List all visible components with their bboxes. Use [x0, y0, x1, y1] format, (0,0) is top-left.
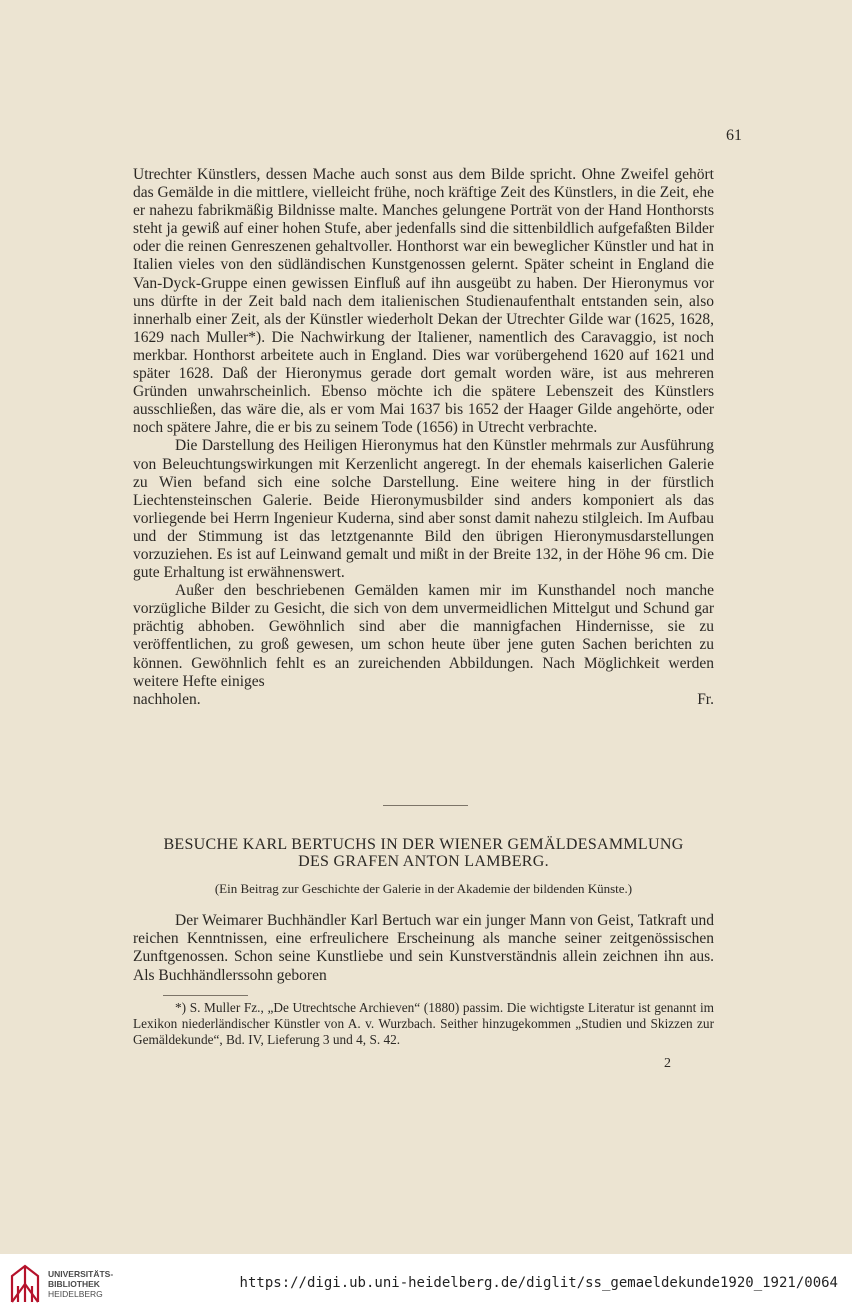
heading-line-2: DES GRAFEN ANTON LAMBERG.: [298, 853, 549, 870]
article-body: [133, 166, 714, 709]
heading-line-1: BESUCHE KARL BERTUCHS IN DER WIENER GEMÄLDESAMMLUNG: [163, 836, 684, 853]
closing-line: [133, 691, 714, 709]
section-divider: [383, 805, 468, 806]
footnote-divider: [163, 995, 248, 996]
section-body: [133, 912, 714, 985]
footnote: *) S. Muller Fz., „De Utrechtsche Archieven“ (1880) passim. Die wichtigste Literatur ist genannt im Lexikon niederländischer Künstler von A. v. Wurzbach. Seither hinzugekommen „Studien und Skizzen zur Gemäldekunde“, Bd. IV, Lieferung 3 und 4, S. 42.: [133, 1000, 714, 1047]
paragraph-1: Utrechter Künstlers, dessen Mache auch sonst aus dem Bilde spricht. Ohne Zweifel gehört das Gemälde in die mittlere, vielleicht frühe, noch kräftige Zeit des Künstlers, in die Zeit, ehe er nahezu fabrikmäßig Bildnisse malte. Manches gelungene Porträt von der Hand Honthorsts steht ja gewiß auf einer hohen Stufe, aber jedenfalls sind die sittenbildlich aufgefaßten Bilder oder die reinen Genreszenen gehaltvoller. Honthorst war ein beweglicher Künstler und hat in Italien vieles von den südländischen Kunstgenossen gelernt. Später scheint in England die Van-Dyck-Gruppe einen gewissen Einfluß auf ihn ausgeübt zu haben. Der Hieronymus vor uns dürfte in der Zeit bald nach dem italienischen Studienaufenthalt entstanden sein, also innerhalb einer Zeit, als der Künstler wiederholt Dekan der Utrechter Gilde war (1625, 1628, 1629 nach Muller*). Die Nachwirkung der Italiener, namentlich des Caravaggio, ist noch merkbar. Honthorst arbeitete auch in England. Dies war vorübergehend 1620 auf 1621 und später 1628. Daß der Hieronymus gerade dort gemalt worden wäre, ist aus mehreren Gründen unwahrscheinlich. Ebenso möchte ich die spätere Lebenszeit des Künstlers ausschließen, das wäre die, als er vom Mai 1637 bis 1652 der Haager Gilde angehörte, oder noch spätere Jahre, die er bis zu seinem Tode (1656) in Utrecht verbrachte.: [133, 166, 714, 437]
closing-text: nachholen.: [133, 690, 201, 708]
paragraph-2: Die Darstellung des Heiligen Hieronymus hat den Künstler mehrmals zur Ausführung von Beleuchtungswirkungen mit Kerzenlicht angeregt. In der ehemals kaiserlichen Galerie zu Wien befand sich eine solche Darstellung. Eine weitere hing in der fürstlich Liechtensteinschen Galerie. Beide Hieronymusbilder sind anders komponiert als das vorliegende bei Herrn Ingenieur Kuderna, sind aber sonst damit nahezu stilgleich. Im Aufbau und der Stimmung ist das letztgenannte Bild den übrigen Hieronymusdarstellungen vorzuziehen. Es ist auf Leinwand gemalt und mißt in der Breite 132, in der Höhe 96 cm. Die gute Erhaltung ist erwähnenswert.: [133, 437, 714, 582]
library-name: UNIVERSITÄTS- BIBLIOTHEK HEIDELBERG: [48, 1269, 114, 1299]
printer-signature-mark: 2: [664, 1056, 671, 1071]
page-number: 61: [726, 127, 742, 144]
section-paragraph: Der Weimarer Buchhändler Karl Bertuch war ein junger Mann von Geist, Tatkraft und reichen Kenntnissen, eine erfreulichere Erscheinung als manche seiner zeitgenössischen Zunftgenossen. Schon seine Kunstliebe und sein Kunstverständnis allein zeichnen ihn aus. Als Buchhändlerssohn geboren: [133, 912, 714, 984]
author-signature: Fr.: [697, 690, 714, 708]
section-heading: [133, 836, 714, 870]
paragraph-3: Außer den beschriebenen Gemälden kamen mir im Kunsthandel noch manche vorzügliche Bilder zu Gesicht, die sich von dem unvermeidlichen Mittelgut und Schund gar prächtig abhoben. Gewöhnlich sind aber die mannigfachen Hindernisse, sie zu veröffentlichen, zu groß gewesen, um schon heute über jene guten Sachen berichten zu können. Gewöhnlich fehlt es an zureichenden Abbildungen. Nach Möglichkeit werden weitere Hefte einiges: [133, 582, 714, 690]
section-subheading: (Ein Beitrag zur Geschichte der Galerie in der Akademie der bildenden Künste.): [214, 881, 633, 896]
viewer-footer: [0, 1254, 852, 1314]
permalink-url[interactable]: https://digi.ub.uni-heidelberg.de/diglit/ss_gemaeldekunde1920_1921/0064: [239, 1275, 838, 1291]
library-logo-icon: [8, 1262, 42, 1306]
